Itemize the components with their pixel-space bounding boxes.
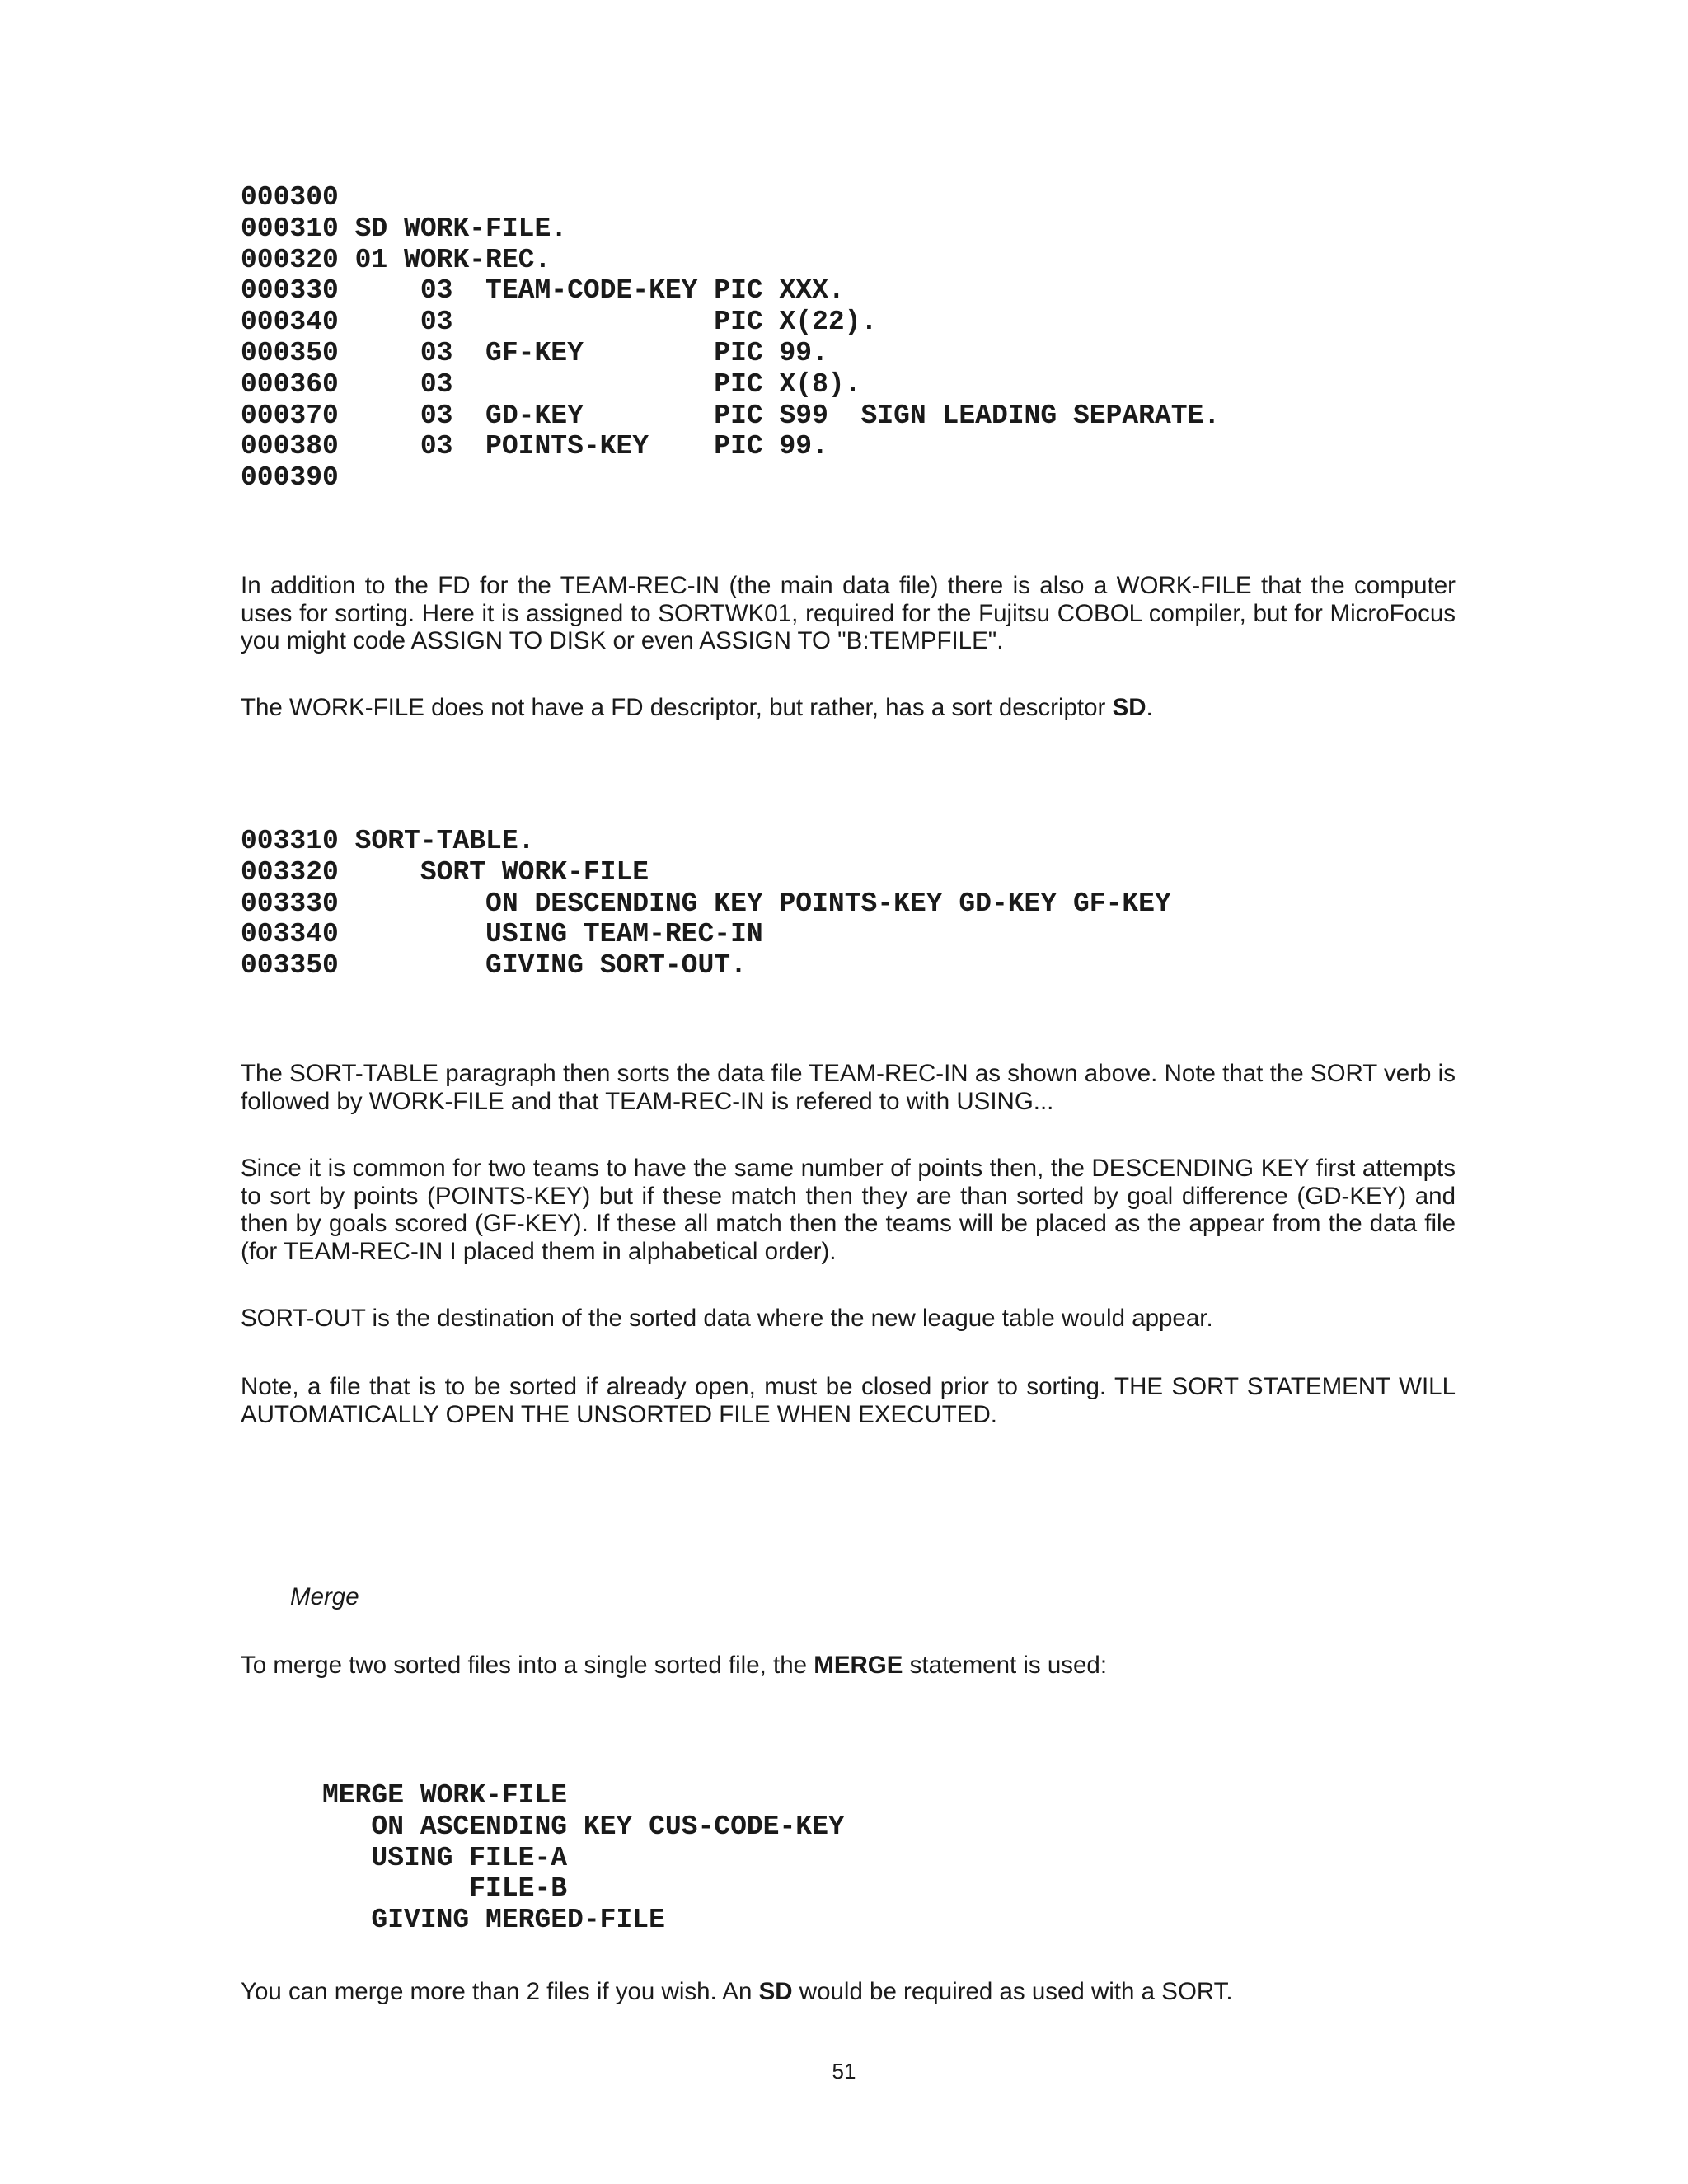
- code-line: 003340 USING TEAM-REC-IN: [241, 919, 763, 950]
- code-line: 003330 ON DESCENDING KEY POINTS-KEY GD-KEY GF-KEY: [241, 888, 1171, 919]
- section-heading-merge: Merge: [290, 1583, 359, 1610]
- paragraph-merge-intro: To merge two sorted files into a single sorted file, the MERGE statement is used:: [241, 1652, 1108, 1679]
- code-line: 000350 03 GF-KEY PIC 99.: [241, 337, 828, 368]
- code-line: 000330 03 TEAM-CODE-KEY PIC XXX.: [241, 275, 845, 307]
- code-line: 000360 03 PIC X(8).: [241, 368, 861, 400]
- bold-term: MERGE: [814, 1652, 903, 1679]
- code-line: 000370 03 GD-KEY PIC S99 SIGN LEADING SEPARATE.: [241, 400, 1221, 431]
- code-block-sort-table: [241, 826, 1171, 982]
- paragraph-sort-descriptor: The WORK-FILE does not have a FD descriptor, but rather, has a sort descriptor SD.: [241, 694, 1153, 721]
- code-line: 003350 GIVING SORT-OUT.: [241, 950, 747, 982]
- code-line: 003310 SORT-TABLE.: [241, 826, 535, 856]
- code-line: 000340 03 PIC X(22).: [241, 307, 878, 338]
- code-line: 000300: [241, 182, 339, 213]
- code-line: 003320 SORT WORK-FILE: [241, 856, 649, 888]
- code-line: MERGE WORK-FILE: [322, 1780, 568, 1811]
- code-block-work-file-sd: [241, 182, 1220, 494]
- paragraph-descending-key: Since it is common for two teams to have the same number of points then, the DESCENDING KEY first attempts to sort by points (POINTS-KEY) but if these match then they are than sorted by goal difference (GD-KEY) and then by goals scored (GF-KEY). If these all match then the teams will be placed as the appear from the data file (for TEAM-REC-IN I placed them in alphabetical order).: [241, 1155, 1456, 1265]
- code-line: 000390: [241, 462, 339, 494]
- paragraph-work-file-intro: In addition to the FD for the TEAM-REC-IN (the main data file) there is also a WORK-FILE that the computer uses for sorting. Here it is assigned to SORTWK01, required for the Fujitsu COBOL compiler, but for MicroFocus you might code ASSIGN TO DISK or even ASSIGN TO "B:TEMPFILE".: [241, 572, 1456, 654]
- paragraph-sort-out: SORT-OUT is the destination of the sorted data where the new league table would appear.: [241, 1305, 1213, 1332]
- code-block-merge: [322, 1780, 845, 1936]
- paragraph-merge-note: You can merge more than 2 files if you wish. An SD would be required as used with a SORT.: [241, 1978, 1233, 2005]
- paragraph-sort-table-explanation: The SORT-TABLE paragraph then sorts the data file TEAM-REC-IN as shown above. Note that the SORT verb is followed by WORK-FILE and that TEAM-REC-IN is refered to with USING...: [241, 1060, 1456, 1115]
- code-line: 000320 01 WORK-REC.: [241, 244, 551, 275]
- code-line: ON ASCENDING KEY CUS-CODE-KEY: [322, 1811, 845, 1842]
- code-line: FILE-B: [322, 1873, 568, 1905]
- paragraph-sort-note: Note, a file that is to be sorted if already open, must be closed prior to sorting. THE SORT STATEMENT WILL AUTOMATICALLY OPEN THE UNSORTED FILE WHEN EXECUTED.: [241, 1373, 1456, 1428]
- bold-term: SD: [758, 1978, 793, 2005]
- bold-term: SD: [1112, 694, 1146, 721]
- code-line: 000380 03 POINTS-KEY PIC 99.: [241, 431, 828, 462]
- page-number: 51: [832, 2059, 856, 2083]
- code-line: USING FILE-A: [322, 1842, 568, 1873]
- code-line: GIVING MERGED-FILE: [322, 1905, 665, 1936]
- code-line: 000310 SD WORK-FILE.: [241, 213, 568, 244]
